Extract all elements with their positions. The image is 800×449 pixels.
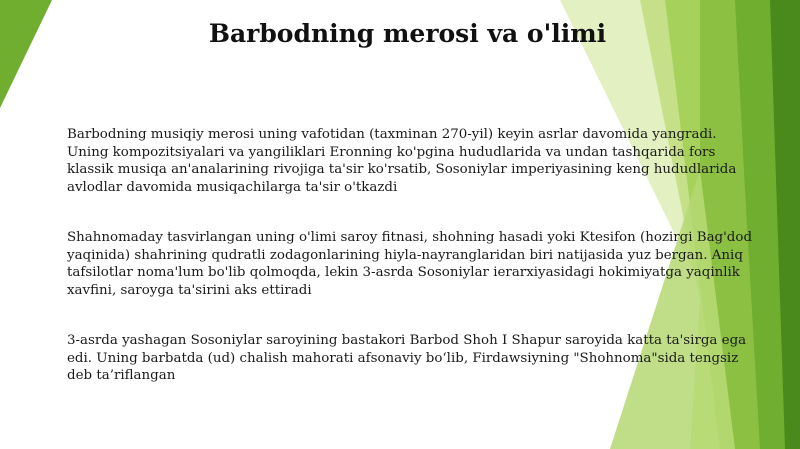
- paragraph-death: Shahnomaday tasvirlangan uning o'limi saroy fitnasi, shohning hasadi yoki Ktesifon (hozirgi Bag'dod yaqinida) shahrining qudratli zodagonlarining hiyla-nayranglaridan biri natijasida yuz bergan. Aniq tafsilotlar noma'lum bo'lib qolmoqda, lekin 3-asrda Sosoniylar ierarxiyasidagi hokimiyatga yaqinlik xavfini, saroyga ta'sirini aks ettiradi: [67, 230, 753, 298]
- paragraph-legacy: Barbodning musiqiy merosi uning vafotidan (taxminan 270-yil) keyin asrlar davomida yangradi. Uning kompozitsiyalari va yangiliklari Eronning ko'pgina hududlarida va undan tashqarida fors klassik musiqa an'analarining rivojiga ta'sir ko'rsatib, Sosoniylar imperiyasining keng hududlarida avlodlar davomida musiqachilarga ta'sir o'tkazdi: [67, 127, 737, 195]
- left-corner-shape: [0, 0, 52, 108]
- slide-title: Barbodning merosi va o'limi: [208, 19, 607, 48]
- paragraph-court-composer: 3-asrda yashagan Sosoniylar saroyining bastakori Barbod Shoh I Shapur saroyida katta ta'sirga ega edi. Uning barbatda (ud) chalish mahorati afsonaviy bo‘lib, Firdawsiyning "Shohnoma"sida tengsiz deb ta’riflangan: [67, 333, 747, 384]
